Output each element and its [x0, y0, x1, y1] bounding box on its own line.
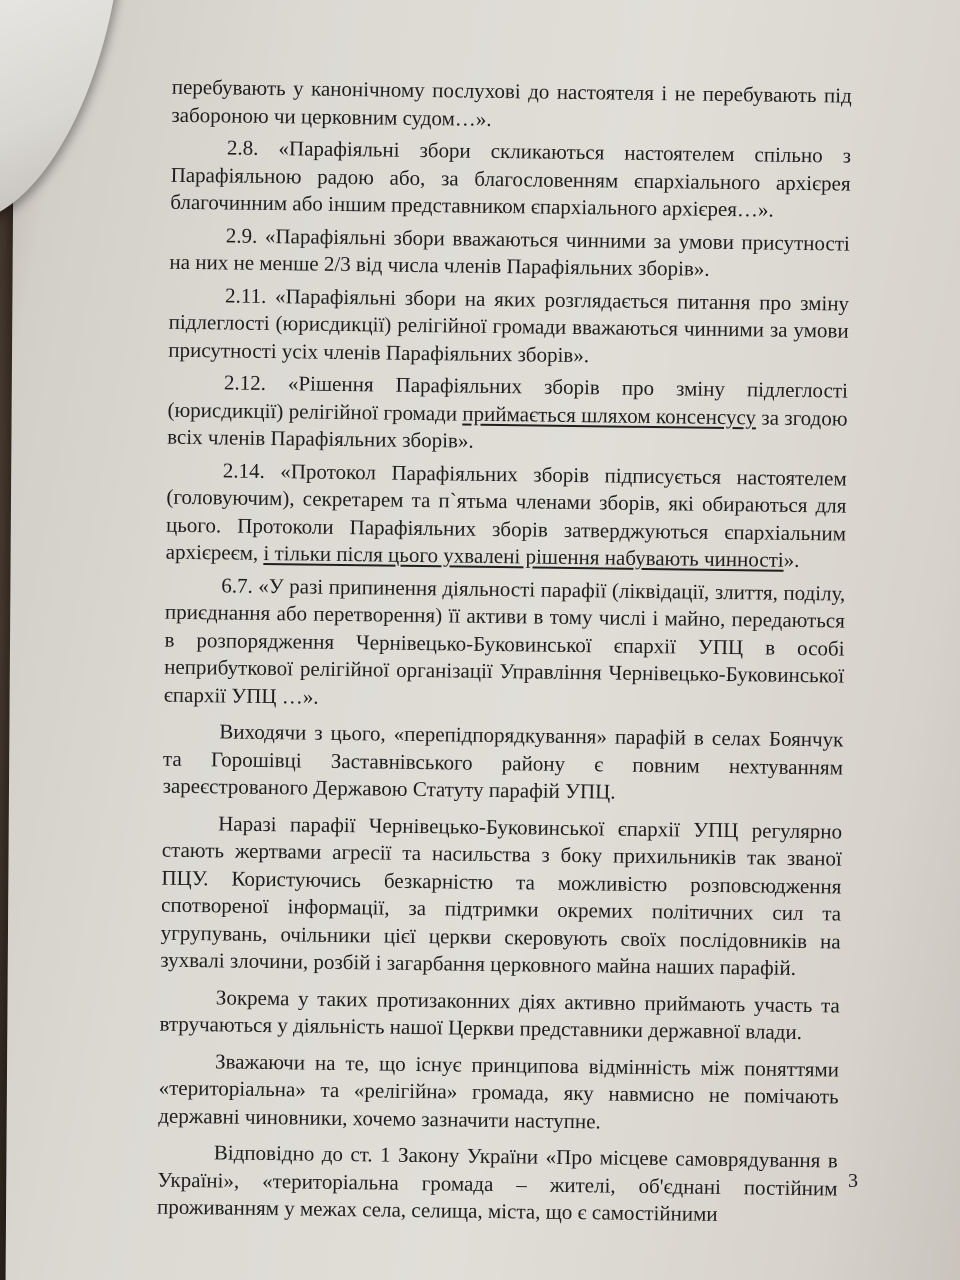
clause-2-14: [166, 456, 847, 575]
continuation-text: перебувають у канонічному послухові до настоятеля і не перебувають під забороною чи церковним судом…».: [171, 74, 852, 131]
clause-2-12: [167, 369, 848, 460]
paragraph-authorities: Зокрема у таких протизаконних діях активно приймають участь та втручаються у діяльність нашої Церкви представники державної влади.: [159, 984, 841, 1045]
clause-2-14-text-after: ».: [783, 547, 800, 572]
clause-2-14-underlined: і тільки після цього ухвалені рішення набувають чинності: [263, 540, 784, 572]
clause-2-9: 2.9. «Парафіяльні збори вважаються чинними за умови присутності на них не менше 2/3 від числа членів Парафіяльних зборів».: [169, 222, 850, 281]
clause-6-7: 6.7. «У разі припинення діяльності парафії (ліквідації, злиття, поділу, приєднання або перетворення) її активи в тому числі і майно, передаються в розпорядження Чернівецько-Буковинської єпархії УПЦ в особі неприбуткової релігійної організації Управління Чернівецько-Буковинської єпархії УПЦ …».: [163, 572, 846, 709]
paragraph-distinction: Зважаючи на те, що існує принципова відмінність між поняттями «територіальна» та «релігійна» громада, яку навмисно не помічають державні чиновники, хочемо зазначити наступне.: [158, 1048, 840, 1133]
clause-2-11: 2.11. «Парафіяльні збори на яких розглядається питання про зміну підлеглості (юрисдикції) релігійної громади вважаються чинними за умови присутності усіх членів Парафіяльних зборів».: [168, 282, 850, 367]
paragraph-law-citation: Відповідно до ст. 1 Закону України «Про місцеве самоврядування в Україні», «територіальна громада – жителі, об'єднані постійним проживанням у межах села, селища, міста, що є самостійними: [156, 1140, 838, 1226]
clause-2-12-text-before: 2.12. «Рішення Парафіяльних зборів про зміну підлеглості (юрисдикції) релігійної громади: [167, 370, 849, 426]
clause-2-12-text-after: за згодою всіх членів Парафіяльних зборів».: [167, 404, 848, 453]
paragraph-conclusion: Виходячи з цього, «перепідпорядкування» парафій в селах Боянчук та Горошівці Заставнівського району є повним нехтуванням зареєстрованого Державою Статуту парафій УПЦ.: [162, 719, 844, 804]
paragraph-aggression: Наразі парафії Чернівецько-Буковинської єпархії УПЦ регулярно стають жертвами агресії та насильства з боку прихильників так званої ПЦУ. Користуючись безкарністю та можливістю розповсюдження спотвореної інформації, за підтримки окремих політичних сил та угрупувань, очільники цієї церкви скеровують своїх послідовників на зухвалі злочини, розбій і загарбання церковного майна наших парафій.: [160, 810, 843, 980]
clause-2-8: 2.8. «Парафіяльні збори скликаються настоятелем спільно з Парафіяльною радою або, за благословенням єпархіального архієрея благочинним або іншим представником єпархіального архієрея…».: [170, 135, 852, 222]
clause-2-12-underlined: приймається шляхом консенсусу: [462, 401, 757, 429]
page-number: 3: [848, 1170, 858, 1192]
clause-2-14-text-before: 2.14. «Протокол Парафіяльних зборів підписується настоятелем (головуючим), секретарем та п`ятьма членами зборів, які обираються для цього. Протоколи Парафіяльних зборів затверджуються єпархіальним архієреєм,: [165, 457, 847, 565]
paper-sheet: [5, 0, 960, 1280]
document-body: [157, 74, 852, 1239]
